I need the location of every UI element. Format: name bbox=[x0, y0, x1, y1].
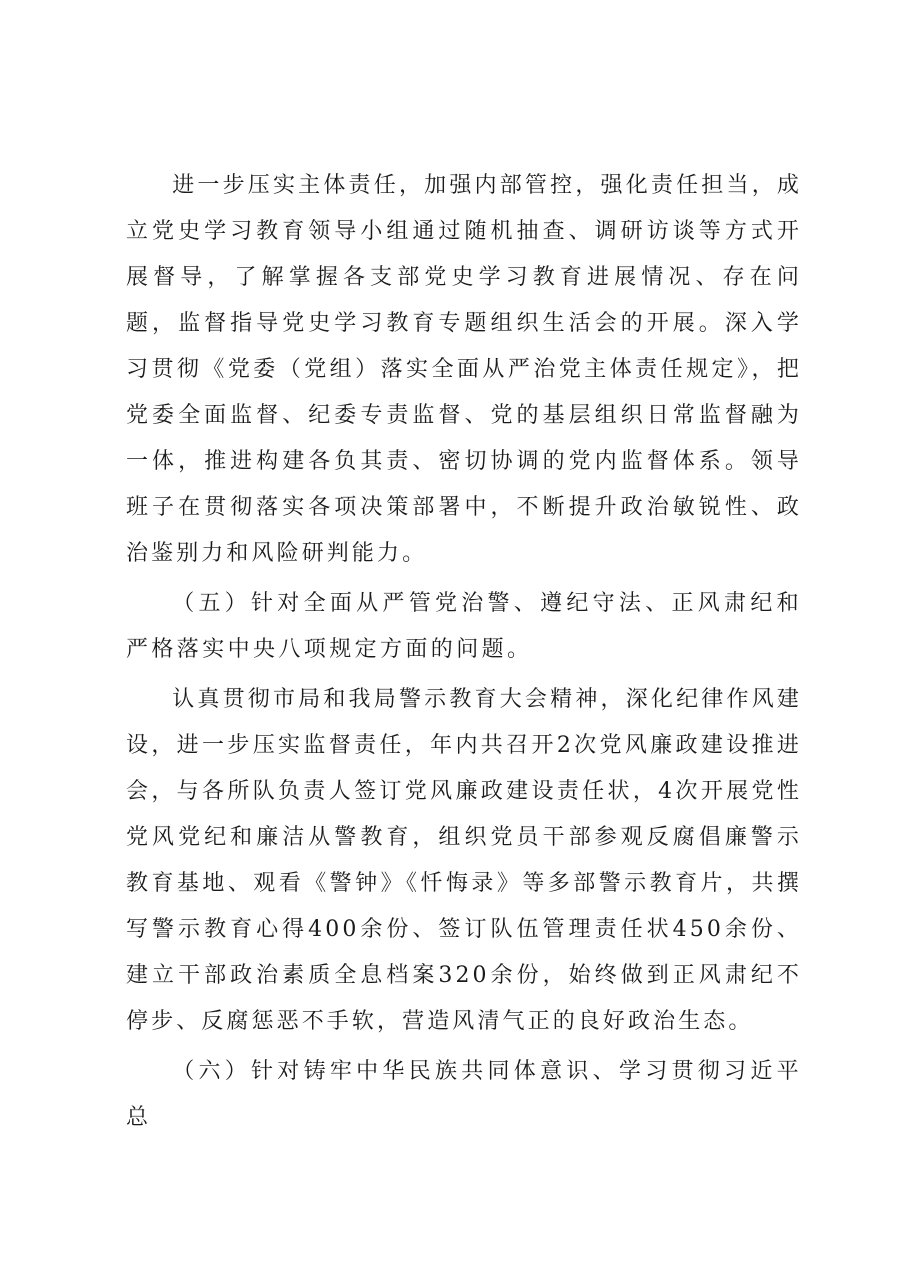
section-heading-six: （六）针对铸牢中华民族共同体意识、学习贯彻习近平总 bbox=[126, 1059, 802, 1130]
section-heading-five: （五）针对全面从严管党治警、遵纪守法、正风肃纪和严格落实中央八项规定方面的问题。 bbox=[126, 591, 802, 662]
paragraph-discipline-education: 认真贯彻市局和我局警示教育大会精神，深化纪律作风建设，进一步压实监督责任，年内共召开2次党风廉政建设推进会，与各所队负责人签订党风廉政建设责任状，4次开展党性党风党纪和廉洁从警教育，组织党员干部参观反腐倡廉警示教育基地、观看《警钟》《忏悔录》等多部警示教育片，共撰写警示教育心得400余份、签订队伍管理责任状450余份、建立干部政治素质全息档案320余份，始终做到正风肃纪不停步、反腐惩恶不手软，营造风清气正的良好政治生态。 bbox=[126, 687, 802, 1034]
paragraph-supervision-responsibility: 进一步压实主体责任，加强内部管控，强化责任担当，成立党史学习教育领导小组通过随机抽查、调研访谈等方式开展督导，了解掌握各支部党史学习教育进展情况、存在问题，监督指导党史学习教育专题组织生活会的开展。深入学习贯彻《党委（党组）落实全面从严治党主体责任规定》，把党委全面监督、纪委专责监督、党的基层组织日常监督融为一体，推进构建各负其责、密切协调的党内监督体系。领导班子在贯彻落实各项决策部署中，不断提升政治敏锐性、政治鉴别力和风险研判能力。 bbox=[126, 173, 802, 566]
document-body bbox=[126, 163, 802, 1145]
